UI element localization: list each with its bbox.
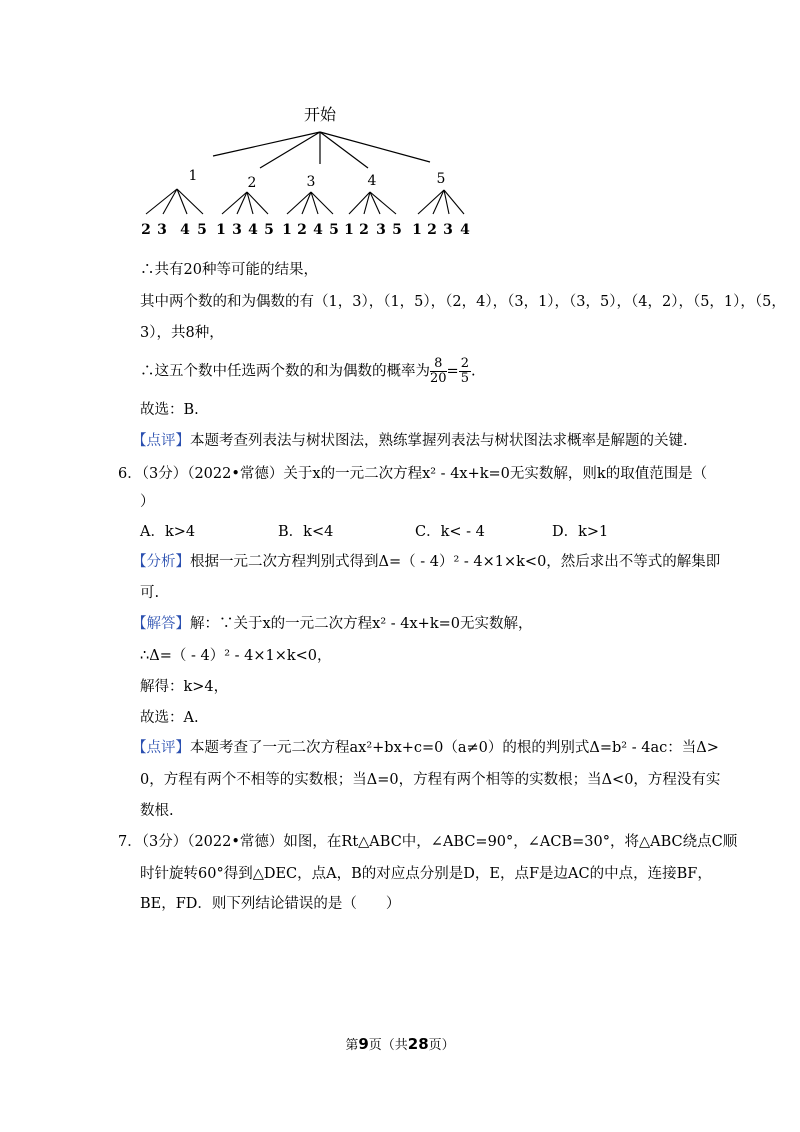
solution-line: 其中两个数的和为偶数的有（1，3），（1，5），（2，4），（3，1），（3，5），（4，2），（5，1），（5， xyxy=(140,294,786,310)
fraction-denominator: 5 xyxy=(460,371,469,386)
tree-leaf: 4 xyxy=(313,222,323,238)
tree-leaf: 5 xyxy=(197,222,207,238)
fraction-numerator: 8 xyxy=(430,357,447,372)
comment-line: 0，方程有两个不相等的实数根；当Δ=0，方程有两个相等的实数根；当Δ<0，方程没有实 xyxy=(140,772,721,788)
tree-leaf: 5 xyxy=(329,222,339,238)
option-d: D．k>1 xyxy=(552,524,609,540)
footer-text: 页（共 xyxy=(368,1038,408,1053)
tree-node-4: 4 xyxy=(367,173,377,189)
tree-leaf: 1 xyxy=(282,222,292,238)
equals-sign: = xyxy=(446,363,459,380)
tree-leaf: 4 xyxy=(180,222,190,238)
tree-leaf: 1 xyxy=(216,222,226,238)
tree-leaf: 1 xyxy=(344,222,354,238)
question-7-stem: 7．（3分）（2022•常德）如图，在Rt△ABC中，∠ABC=90°，∠ACB=30°，将△ABC绕点C顺 xyxy=(118,834,738,850)
tree-leaf: 3 xyxy=(157,222,167,238)
solution-line: ∴Δ=（ - 4）² - 4×1×k<0， xyxy=(140,648,332,664)
analysis-tag: 【分析】 xyxy=(132,554,190,570)
comment-text: 本题考查列表法与树状图法，熟练掌握列表法与树状图法求概率是解题的关键. xyxy=(190,433,688,449)
comment-tag: 【点评】 xyxy=(132,433,190,449)
tree-node-3: 3 xyxy=(306,174,316,190)
tree-leaf: 2 xyxy=(427,222,437,238)
tree-leaf: 2 xyxy=(359,222,369,238)
option-a: A．k>4 xyxy=(140,524,196,540)
tree-leaf: 4 xyxy=(248,222,258,238)
tree-root: 开始 xyxy=(303,105,337,124)
comment-line xyxy=(132,738,719,758)
solution-line: ∴共有20种等可能的结果， xyxy=(140,262,318,278)
answer-line: 故选：A. xyxy=(140,710,199,726)
tree-leaf: 4 xyxy=(460,222,470,238)
comment-text: 本题考查了一元二次方程ax²+bx+c=0（a≠0）的根的判别式Δ=b² - 4ac：当Δ> xyxy=(190,740,719,756)
footer-text: 第 xyxy=(345,1038,359,1053)
tree-leaf: 5 xyxy=(264,222,274,238)
question-7-stem-cont: BE，FD．则下列结论错误的是（ ） xyxy=(140,896,401,912)
tree-leaf: 3 xyxy=(232,222,242,238)
tree-node-5: 5 xyxy=(436,171,446,187)
tree-leaf-branches xyxy=(146,189,464,214)
option-c: C．k< - 4 xyxy=(415,524,485,540)
tree-node-1: 1 xyxy=(188,168,198,184)
footer-text: 页） xyxy=(428,1038,455,1053)
solution-line xyxy=(132,614,533,634)
analysis-line xyxy=(132,552,720,572)
option-b: B．k<4 xyxy=(278,524,334,540)
tree-leaf: 5 xyxy=(392,222,402,238)
comment-tag: 【点评】 xyxy=(132,740,190,756)
analysis-line: 可. xyxy=(140,585,160,601)
tree-leaf: 2 xyxy=(141,222,151,238)
question-6-stem: 6．（3分）（2022•常德）关于x的一元二次方程x² - 4x+k=0无实数解，则k的取值范围是（ xyxy=(118,466,708,482)
answer-line: 故选：B. xyxy=(140,402,199,418)
tree-leaf: 3 xyxy=(376,222,386,238)
page-footer xyxy=(0,1034,800,1053)
tree-root-branches xyxy=(213,132,430,168)
fraction-8-20 xyxy=(430,357,447,386)
analysis-text: 根据一元二次方程判别式得到Δ=（ - 4）² - 4×1×k<0，然后求出不等式的解集即 xyxy=(190,554,721,570)
tree-node-2: 2 xyxy=(247,175,257,191)
question-7-stem-cont: 时针旋转60°得到△DEC，点A，B的对应点分别是D，E，点F是边AC的中点，连接BF， xyxy=(140,866,712,882)
fraction-numerator: 2 xyxy=(460,356,469,371)
tree-leaf: 1 xyxy=(412,222,422,238)
solution-line: 3），共8种， xyxy=(140,325,224,341)
total-pages: 28 xyxy=(407,1035,429,1053)
fraction-2-5 xyxy=(459,357,471,386)
comment-line xyxy=(132,431,688,451)
solution-tag: 【解答】 xyxy=(132,616,190,632)
question-6-stem-cont: ） xyxy=(140,494,155,510)
solution-text: 解：∵关于x的一元二次方程x² - 4x+k=0无实数解， xyxy=(190,616,533,632)
tree-diagram xyxy=(130,96,490,246)
tree-leaf: 3 xyxy=(443,222,453,238)
fraction-denominator: 20 xyxy=(430,371,447,386)
page-number: 9 xyxy=(358,1035,369,1053)
period: . xyxy=(470,363,476,380)
comment-line: 数根. xyxy=(140,803,174,819)
solution-line: 解得：k>4， xyxy=(140,679,229,695)
tree-leaf: 2 xyxy=(297,222,307,238)
probability-line xyxy=(140,357,476,386)
probability-text: ∴这五个数中任选两个数的和为偶数的概率为 xyxy=(140,363,430,380)
